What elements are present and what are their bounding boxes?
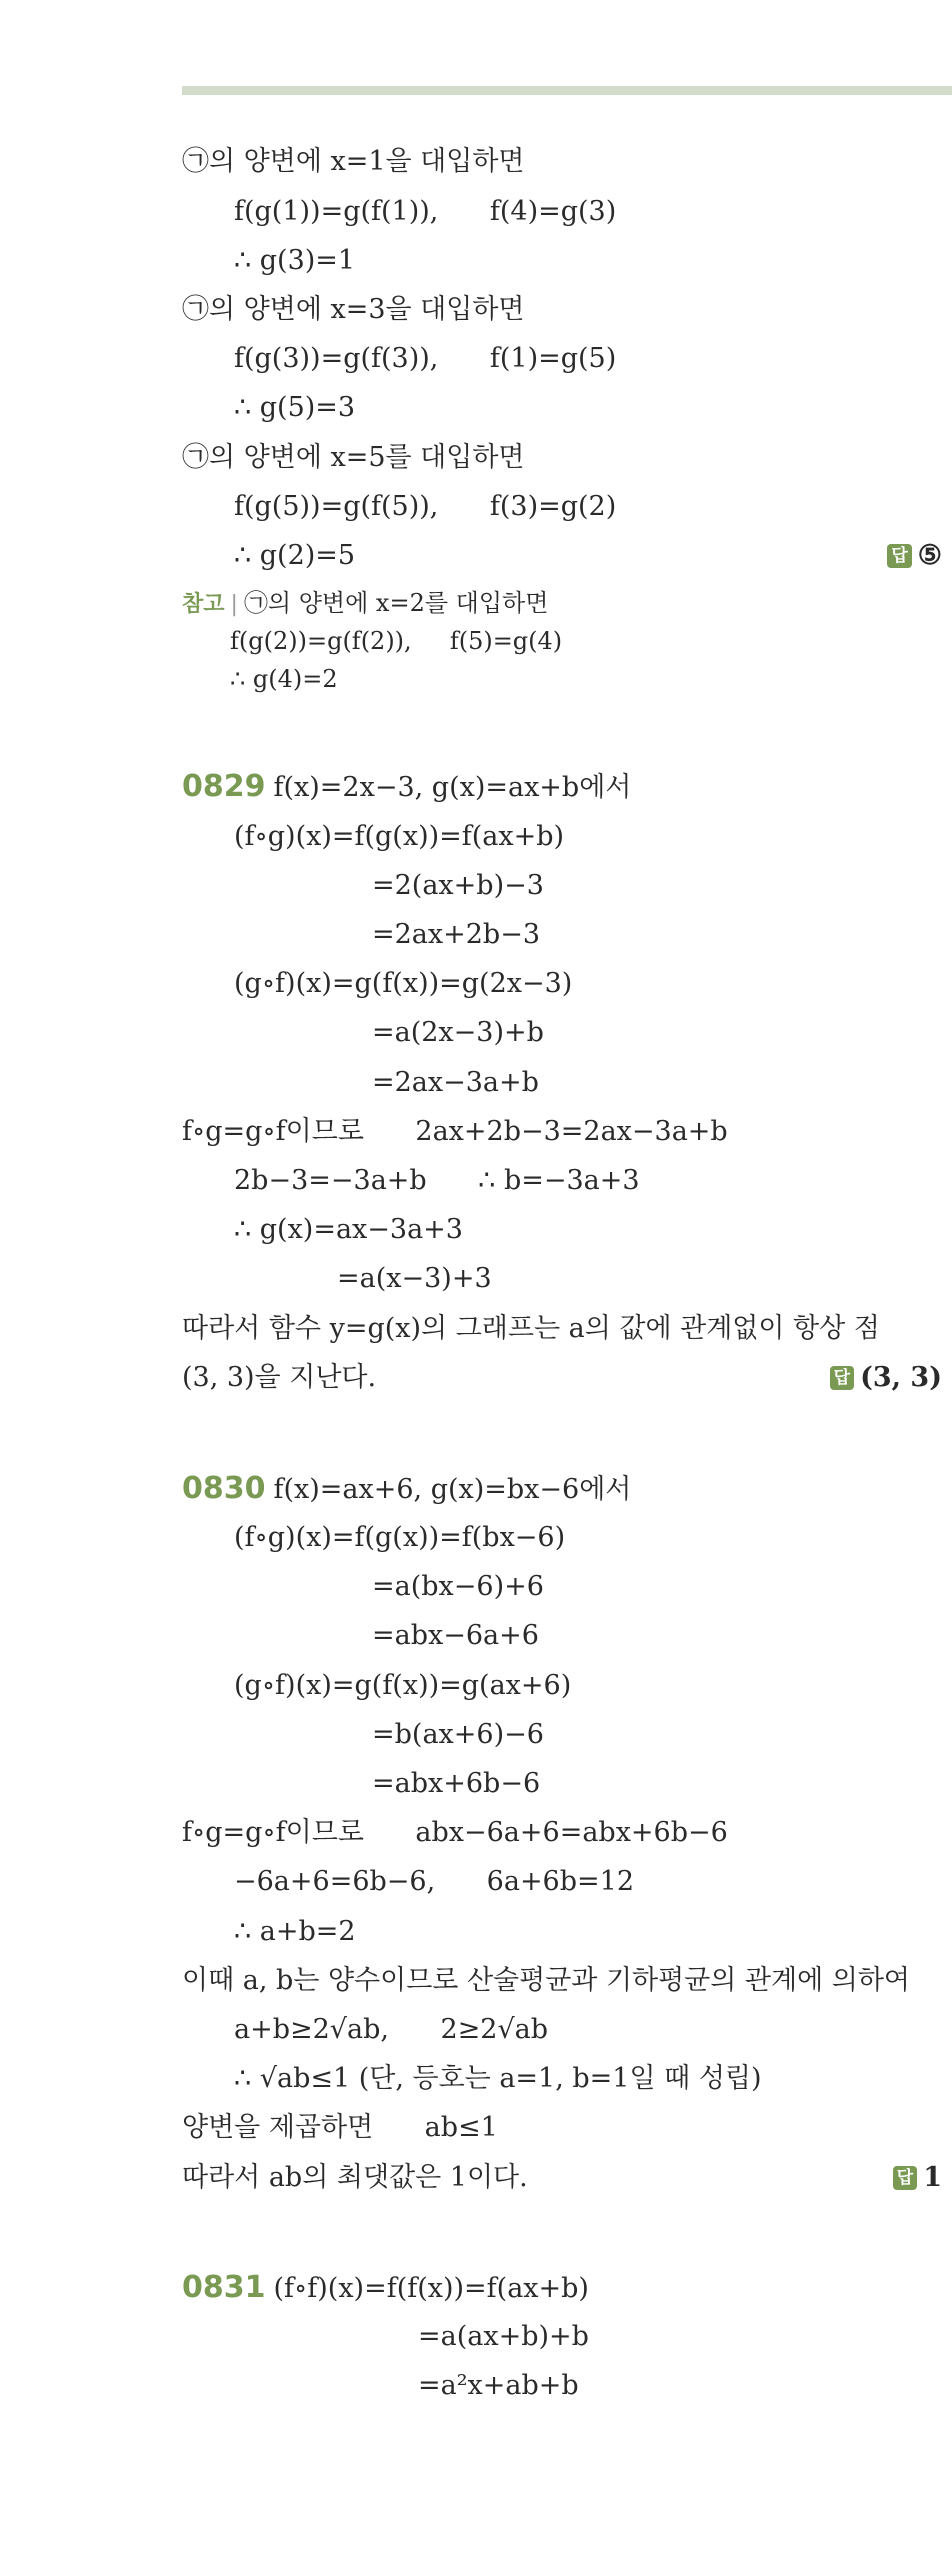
equation-line: ∴ a+b=2: [234, 1916, 356, 1947]
problem-head: f(x)=2x−3, g(x)=ax+b에서: [273, 772, 632, 803]
text-line: ㉠의 양변에 x=1을 대입하면: [182, 146, 525, 177]
equation-line: =abx−6a+6: [372, 1620, 539, 1651]
equation-line: f(g(3))=g(f(3)), f(1)=g(5): [234, 343, 617, 374]
reference-line: f(g(2))=g(f(2)), f(5)=g(4): [230, 627, 563, 655]
equation-line: =2(ax+b)−3: [372, 870, 544, 901]
answer: [887, 539, 942, 573]
equation-line: (g∘f)(x)=g(f(x))=g(ax+6): [234, 1670, 572, 1701]
equation-line: (g∘f)(x)=g(f(x))=g(2x−3): [234, 968, 573, 999]
equation-line: −6a+6=6b−6, 6a+6b=12: [234, 1866, 635, 1897]
equation-line: =a(2x−3)+b: [372, 1017, 544, 1048]
equation-line: 2b−3=−3a+b ∴ b=−3a+3: [234, 1165, 640, 1196]
equation-line: ∴ √ab≤1 (단, 등호는 a=1, b=1일 때 성립): [234, 2063, 762, 2094]
answer-badge: 답: [893, 2166, 917, 2190]
equation-line: f(g(1))=g(f(1)), f(4)=g(3): [234, 196, 617, 227]
text-line: (3, 3)을 지난다.: [182, 1362, 377, 1393]
equation-line: (f∘g)(x)=f(g(x))=f(ax+b): [234, 821, 565, 852]
equation-line: =a²x+ab+b: [418, 2370, 579, 2401]
problem-head: (f∘f)(x)=f(f(x))=f(ax+b): [273, 2273, 589, 2304]
header-rule: [182, 86, 952, 95]
text-line: ㉠의 양변에 x=5를 대입하면: [182, 442, 525, 473]
answer-badge: 답: [887, 544, 911, 568]
reference-line: [182, 588, 548, 618]
problem-heading: [182, 770, 631, 804]
text-line: 따라서 ab의 최댓값은 1이다.: [182, 2162, 528, 2193]
equation-line: ∴ g(5)=3: [234, 392, 356, 423]
text-line: 이때 a, b는 양수이므로 산술평균과 기하평균의 관계에 의하여: [182, 1965, 911, 1996]
problem-number: 0831: [182, 2270, 266, 2305]
text-line: 양변을 제곱하면 ab≤1: [182, 2112, 498, 2143]
reference-separator: |: [230, 592, 238, 617]
equation-line: =a(ax+b)+b: [418, 2321, 589, 2352]
problem-number: 0830: [182, 1471, 266, 1506]
answer-value: 1: [923, 2162, 942, 2193]
equation-line: =2ax+2b−3: [372, 919, 541, 950]
equation-line: ∴ g(2)=5: [234, 540, 356, 571]
equation-line: =a(bx−6)+6: [372, 1571, 544, 1602]
problem-head: f(x)=ax+6, g(x)=bx−6에서: [273, 1474, 632, 1505]
problem-number: 0829: [182, 769, 266, 804]
reference-label: 참고: [182, 592, 225, 617]
answer: [830, 1361, 942, 1395]
equation-line: =b(ax+6)−6: [372, 1719, 544, 1750]
equation-line: =2ax−3a+b: [372, 1067, 539, 1098]
text-line: ㉠의 양변에 x=3을 대입하면: [182, 294, 525, 325]
equation-line: ∴ g(x)=ax−3a+3: [234, 1214, 463, 1245]
answer-value: (3, 3): [860, 1362, 942, 1393]
reference-line: ∴ g(4)=2: [230, 665, 338, 693]
answer-value: ⑤: [917, 540, 942, 571]
equation-line: f∘g=g∘f이므로 abx−6a+6=abx+6b−6: [182, 1817, 728, 1848]
equation-line: =abx+6b−6: [372, 1768, 541, 1799]
reference-text: ㉠의 양변에 x=2를 대입하면: [243, 589, 549, 617]
equation-line: =a(x−3)+3: [337, 1263, 492, 1294]
problem-heading: [182, 1472, 631, 1506]
equation-line: (f∘g)(x)=f(g(x))=f(bx−6): [234, 1522, 566, 1553]
answer-badge: 답: [830, 1366, 854, 1390]
equation-line: f∘g=g∘f이므로 2ax+2b−3=2ax−3a+b: [182, 1116, 728, 1147]
answer: [893, 2161, 942, 2195]
equation-line: f(g(5))=g(f(5)), f(3)=g(2): [234, 491, 617, 522]
text-line: 따라서 함수 y=g(x)의 그래프는 a의 값에 관계없이 항상 점: [182, 1313, 880, 1344]
problem-heading: [182, 2271, 589, 2305]
equation-line: ∴ g(3)=1: [234, 245, 356, 276]
equation-line: a+b≥2√ab, 2≥2√ab: [234, 2014, 549, 2045]
